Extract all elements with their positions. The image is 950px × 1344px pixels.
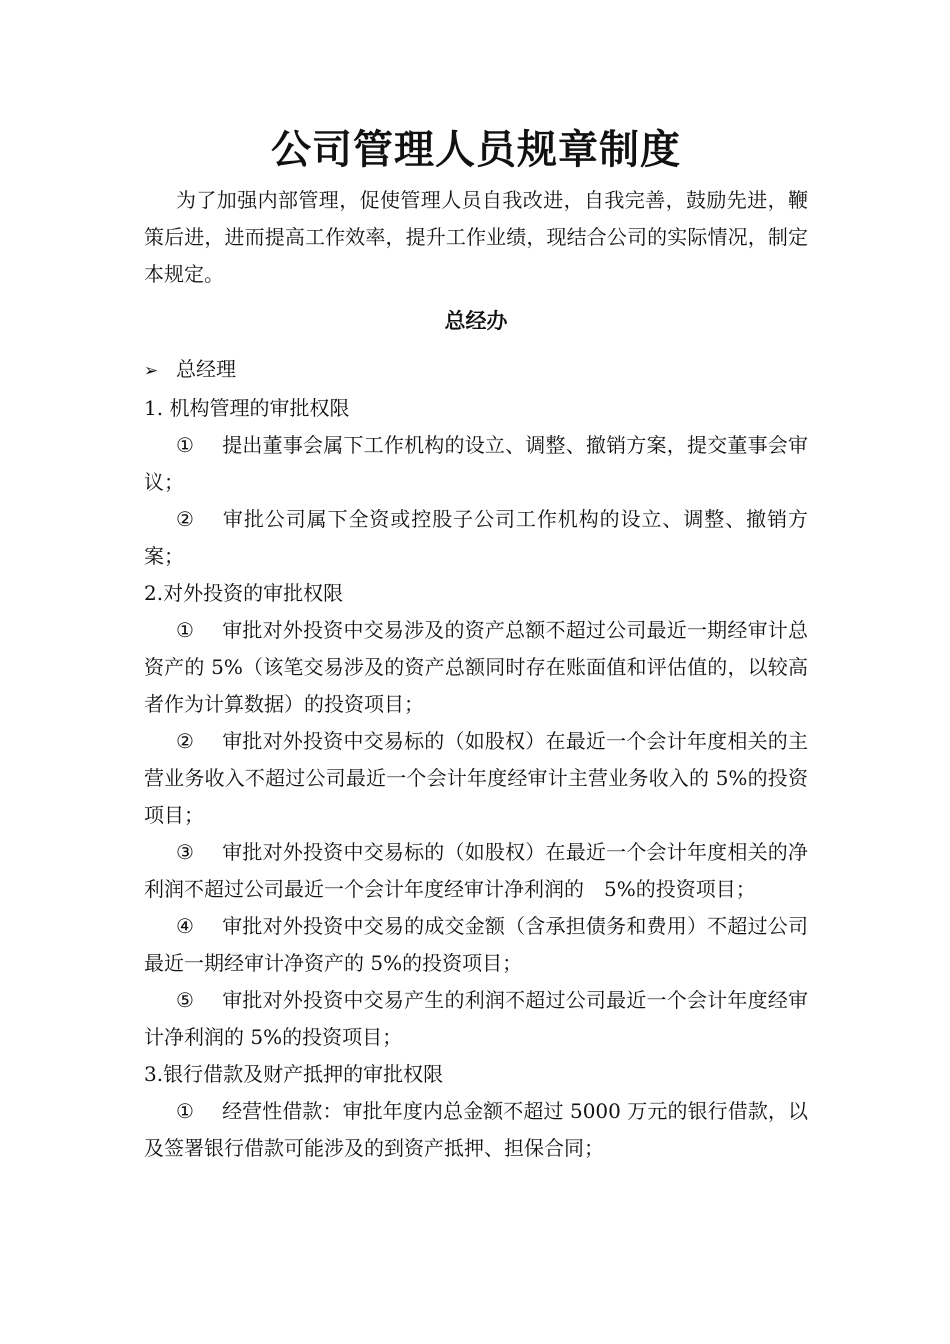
item-number: ① <box>176 433 194 457</box>
numbered-item <box>144 612 808 723</box>
item-number: ③ <box>176 840 194 864</box>
group-heading: 2.对外投资的审批权限 <box>144 581 344 605</box>
item-text: 经营性借款：审批年度内总金额不超过 5000 万元的银行借款，以及签署银行借款可能涉及的到资产抵押、担保合同； <box>144 1099 808 1160</box>
item-text: 审批对外投资中交易涉及的资产总额不超过公司最近一期经审计总资产的 5%（该笔交易涉及的资产总额同时存在账面值和评估值的，以较高者作为计算数据）的投资项目； <box>144 618 808 716</box>
numbered-item <box>144 501 808 575</box>
numbered-item <box>144 908 808 982</box>
numbered-item <box>144 834 808 908</box>
item-text: 审批公司属下全资或控股子公司工作机构的设立、调整、撤销方案； <box>144 507 808 568</box>
document-page <box>144 118 808 1167</box>
group-heading: 1. 机构管理的审批权限 <box>144 396 350 420</box>
item-number: ④ <box>176 914 194 938</box>
authority-groups <box>144 390 808 1167</box>
item-number: ① <box>176 618 194 642</box>
numbered-item <box>144 1093 808 1167</box>
intro-paragraph: 为了加强内部管理，促使管理人员自我改进，自我完善，鼓励先进，鞭策后进，进而提高工作效率，提升工作业绩，现结合公司的实际情况，制定本规定。 <box>144 188 808 286</box>
item-text: 审批对外投资中交易标的（如股权）在最近一个会计年度相关的主营业务收入不超过公司最近一个会计年度经审计主营业务收入的 5%的投资项目； <box>144 729 808 827</box>
section-title: 总经办 <box>444 309 508 333</box>
item-number: ① <box>176 1099 194 1123</box>
item-number: ② <box>176 729 194 753</box>
numbered-item <box>144 982 808 1056</box>
arrowhead-bullet-icon: ➢ <box>144 361 159 381</box>
item-number: ⑤ <box>176 988 194 1012</box>
item-text: 审批对外投资中交易的成交金额（含承担债务和费用）不超过公司最近一期经审计净资产的 5%的投资项目； <box>144 914 808 975</box>
group-heading: 3.银行借款及财产抵押的审批权限 <box>144 1062 444 1086</box>
bullet-item-general-manager <box>144 351 808 390</box>
item-text: 提出董事会属下工作机构的设立、调整、撤销方案，提交董事会审议； <box>144 433 808 494</box>
item-text: 审批对外投资中交易标的（如股权）在最近一个会计年度相关的净利润不超过公司最近一个会计年度经审计净利润的 5%的投资项目； <box>144 840 808 901</box>
numbered-item <box>144 427 808 501</box>
document-title: 公司管理人员规章制度 <box>271 127 681 173</box>
numbered-item <box>144 723 808 834</box>
item-text: 审批对外投资中交易产生的利润不超过公司最近一个会计年度经审计净利润的 5%的投资项目； <box>144 988 808 1049</box>
item-number: ② <box>176 507 194 531</box>
bullet-label: 总经理 <box>176 357 236 381</box>
